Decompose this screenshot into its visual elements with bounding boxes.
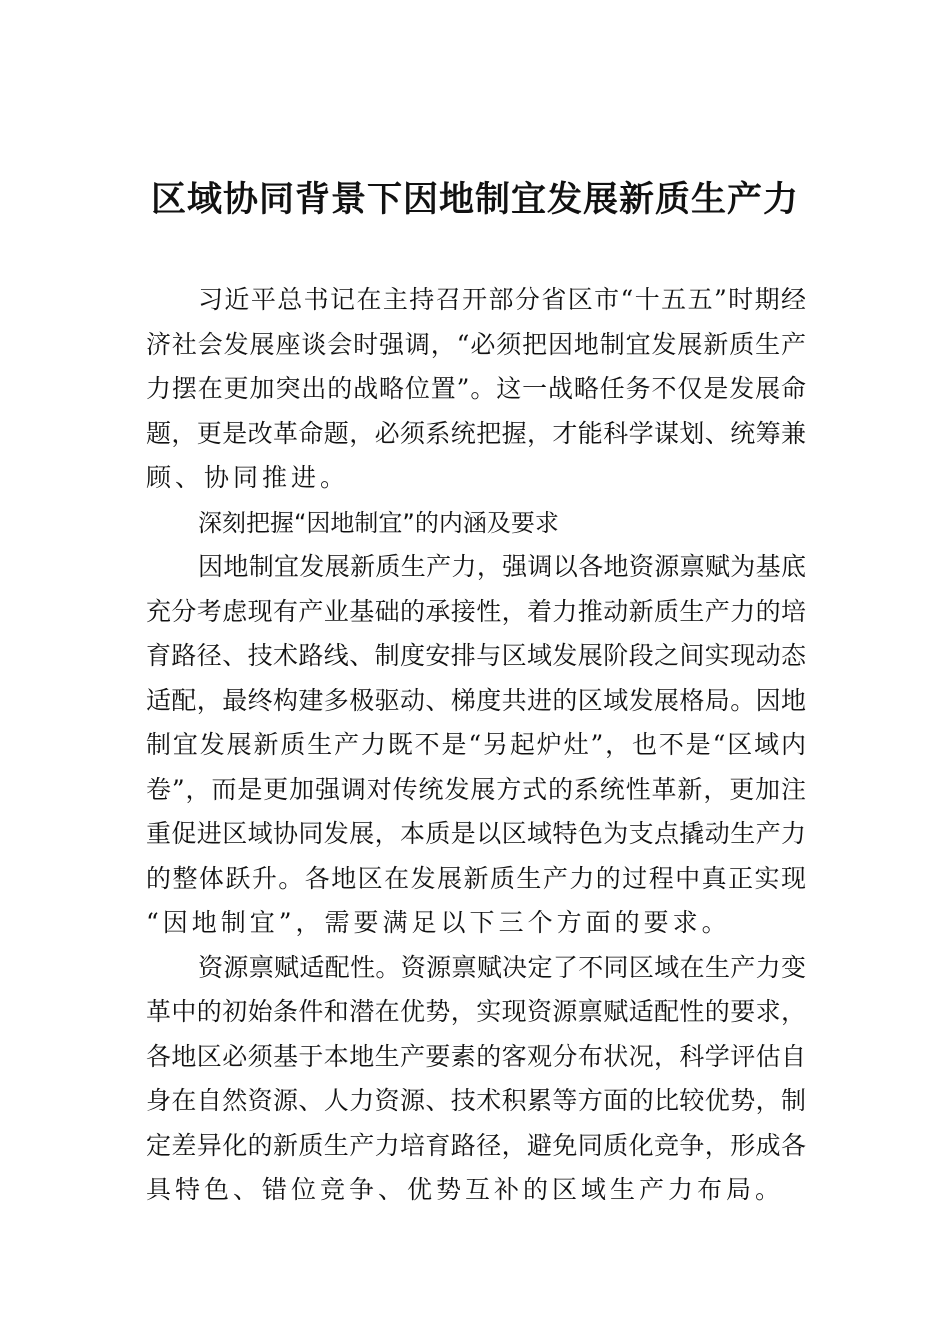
text-line: 革中的初始条件和潜在优势，实现资源禀赋适配性的要求， — [146, 997, 806, 1026]
text-line: 身在自然资源、人力资源、技术积累等方面的比较优势，制 — [146, 1086, 806, 1115]
text-line: 各地区必须基于本地生产要素的客观分布状况，科学评估自 — [146, 1041, 806, 1071]
text-line: 重促进区域协同发展，本质是以区域特色为支点撬动生产力 — [146, 819, 806, 848]
document-title: 区域协同背景下因地制宜发展新质生产力 — [150, 179, 799, 220]
text-line: 因地制宜发展新质生产力，强调以各地资源禀赋为基底 — [198, 552, 806, 581]
text-line: 的整体跃升。各地区在发展新质生产力的过程中真正实现 — [146, 863, 806, 893]
text-line: 题，更是改革命题，必须系统把握，才能科学谋划、统筹兼 — [146, 418, 806, 448]
text-line: 顾、协同推进。 — [146, 463, 350, 492]
text-line: 育路径、技术路线、制度安排与区域发展阶段之间实现动态 — [146, 641, 806, 670]
paragraph-resource-endowment — [146, 946, 806, 1213]
text-line: 定差异化的新质生产力培育路径，避免同质化竞争，形成各 — [146, 1130, 806, 1160]
text-line: 具特色、错位竞争、优势互补的区域生产力布局。 — [146, 1175, 785, 1204]
text-line: “因地制宜”，需要满足以下三个方面的要求。 — [146, 908, 731, 937]
text-line: 制宜发展新质生产力既不是“另起炉灶”，也不是“区域内 — [146, 730, 806, 759]
text-line: 充分考虑现有产业基础的承接性，着力推动新质生产力的培 — [146, 596, 806, 626]
text-line: 力摆在更加突出的战略位置”。这一战略任务不仅是发展命 — [146, 374, 806, 403]
paragraph-intro — [146, 278, 806, 501]
text-line: 适配，最终构建多极驱动、梯度共进的区域发展格局。因地 — [146, 685, 806, 715]
text-line: 卷”，而是更加强调对传统发展方式的系统性革新，更加注 — [146, 774, 806, 804]
document-body — [146, 278, 806, 1213]
text-line: 资源禀赋适配性。资源禀赋决定了不同区域在生产力变 — [198, 952, 806, 982]
text-line: 习近平总书记在主持召开部分省区市“十五五”时期经 — [198, 285, 806, 314]
section-heading: 深刻把握“因地制宜”的内涵及要求 — [198, 508, 559, 537]
text-line: 济社会发展座谈会时强调，“必须把因地制宜发展新质生产 — [146, 329, 806, 359]
paragraph-connotation — [146, 545, 806, 946]
